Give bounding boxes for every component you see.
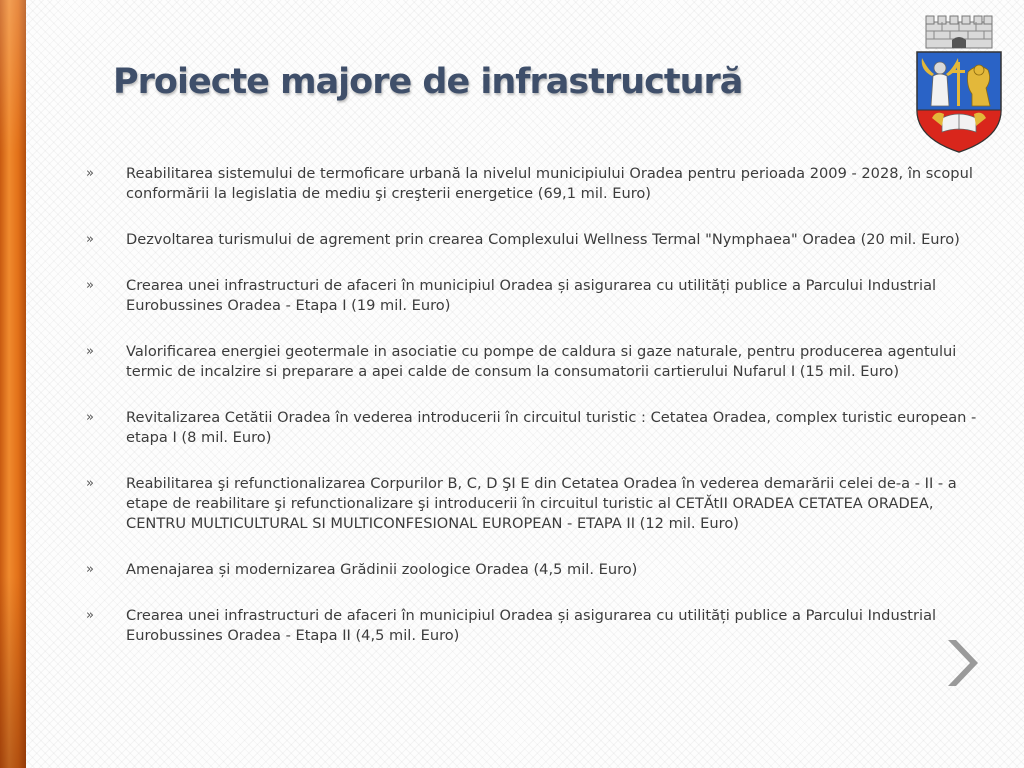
list-item	[86, 230, 986, 250]
bullet-icon: »	[86, 410, 94, 425]
side-accent-bar	[0, 0, 26, 768]
bullet-icon: »	[86, 608, 94, 623]
list-item-text: Reabilitarea şi refunctionalizarea Corpurilor B, C, D ŞI E din Cetatea Oradea în vederea demarării celei de-a - II - a etape de reabilitare şi refunctionalizare şi introducerii în circuitul turistic al CETĂtII ORADEA CETATEA ORADEA, CENTRU MULTICULTURAL SI MULTICONFESIONAL EUROPEAN - ETAPA II (12 mil. Euro)	[126, 475, 957, 532]
list-item	[86, 164, 986, 204]
list-item-text: Revitalizarea Cetătii Oradea în vederea introducerii în circuitul turistic : Cetatea Oradea, complex turistic european - etapa I (8 mil. Euro)	[126, 409, 977, 446]
page-title: Proiecte majore de infrastructură	[113, 62, 743, 102]
list-item	[86, 606, 986, 646]
bullet-icon: »	[86, 166, 94, 181]
list-item	[86, 408, 986, 448]
list-item-text: Dezvoltarea turismului de agrement prin crearea Complexului Wellness Termal "Nymphaea" Oradea (20 mil. Euro)	[126, 231, 960, 248]
list-item	[86, 560, 986, 580]
list-item-text: Valorificarea energiei geotermale in asociatie cu pompe de caldura si gaze naturale, pentru producerea agentului termic de incalzire si preparare a apei calde de consum la consumatorii cartierului Nufarul I (15 mil. Euro)	[126, 343, 957, 380]
list-item	[86, 342, 986, 382]
list-item-text: Amenajarea și modernizarea Grădinii zoologice Oradea (4,5 mil. Euro)	[126, 561, 638, 578]
next-slide-button[interactable]	[940, 636, 980, 690]
list-item-text: Reabilitarea sistemului de termoficare urbană la nivelul municipiului Oradea pentru perioada 2009 - 2028, în scopul conformării la legislatia de mediu şi creşterii energetice (69,1 mil. Euro)	[126, 165, 973, 202]
list-item	[86, 474, 986, 534]
bullet-icon: »	[86, 476, 94, 491]
bullet-icon: »	[86, 232, 94, 247]
bullet-icon: »	[86, 344, 94, 359]
chevron-right-icon	[940, 636, 980, 690]
list-item	[86, 276, 986, 316]
list-item-text: Crearea unei infrastructuri de afaceri în municipiul Oradea și asigurarea cu utilități publice a Parcului Industrial Eurobussines Oradea - Etapa II (4,5 mil. Euro)	[126, 607, 937, 644]
project-list	[86, 164, 986, 672]
oradea-coat-of-arms-icon	[912, 14, 1006, 156]
bullet-icon: »	[86, 562, 94, 577]
list-item-text: Crearea unei infrastructuri de afaceri în municipiul Oradea și asigurarea cu utilități publice a Parcului Industrial Eurobussines Oradea - Etapa I (19 mil. Euro)	[126, 277, 937, 314]
bullet-icon: »	[86, 278, 94, 293]
